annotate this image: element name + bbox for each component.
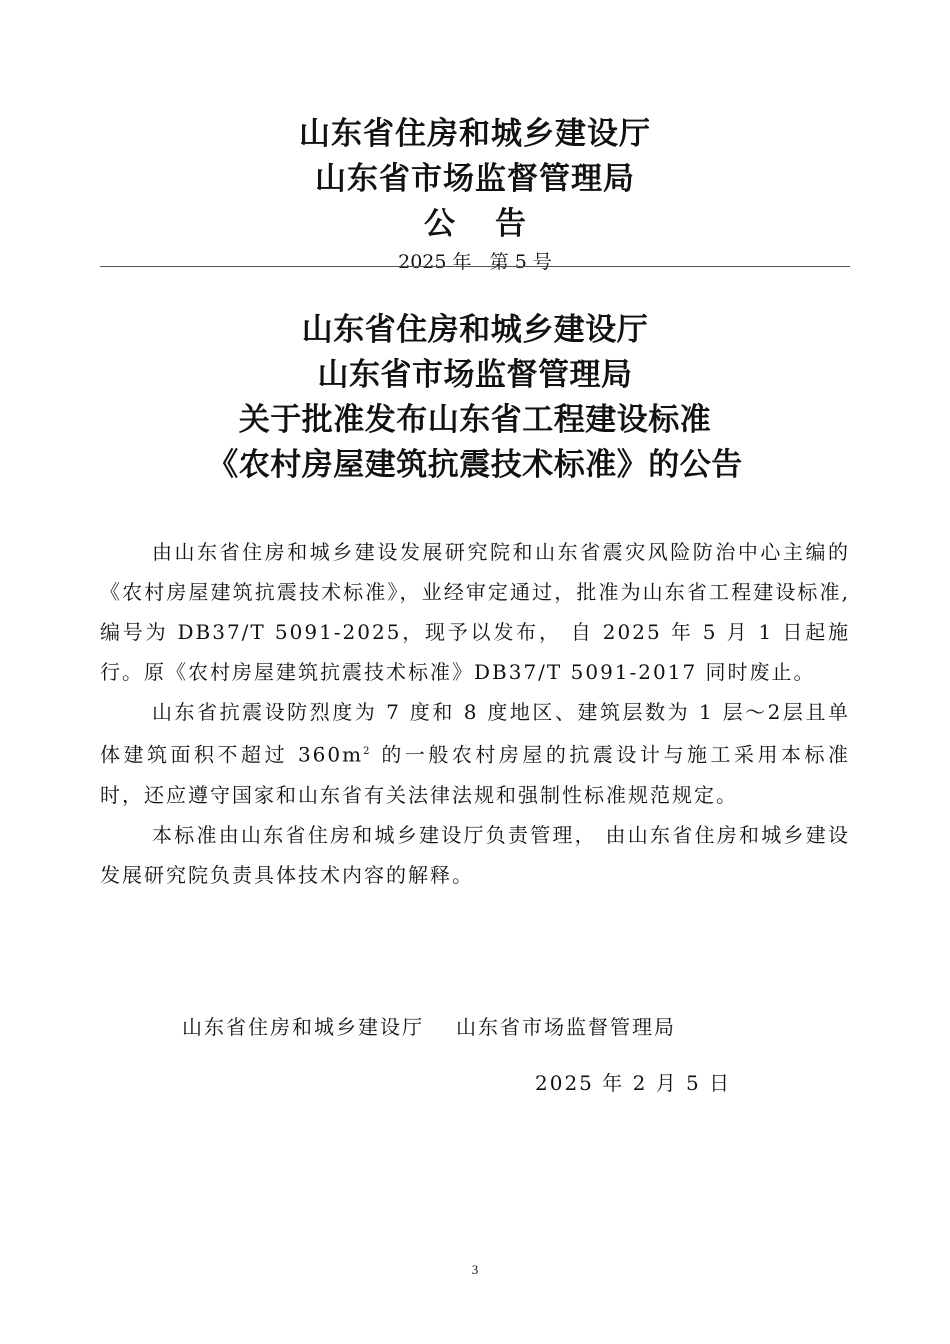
notice-heading xyxy=(0,202,950,247)
title-line: 山东省市场监督管理局 xyxy=(317,357,633,393)
header-divider xyxy=(100,266,850,267)
issuer-name: 山东省住房和城乡建设厅 xyxy=(299,116,651,152)
signature-orgs xyxy=(182,1012,676,1042)
signature-org: 山东省住房和城乡建设厅 xyxy=(182,1015,424,1039)
issue-number xyxy=(0,249,950,275)
document-header xyxy=(0,112,950,275)
notice-body xyxy=(100,532,850,895)
issue-year: 2025 xyxy=(398,251,447,273)
signature-date: 2025 年 2 月 5 日 xyxy=(535,1071,732,1095)
issue-year-unit: 年 xyxy=(452,251,472,273)
notice-char: 公 xyxy=(424,206,455,242)
notice-title xyxy=(0,308,950,488)
notice-char: 告 xyxy=(495,206,526,242)
paragraph-text: 山东省抗震设防烈度为 7 度和 8 度地区、建筑层数为 1 层～2层且单体建筑面积不超过 360m xyxy=(100,700,850,767)
paragraph: 本标准由山东省住房和城乡建设厅负责管理， 由山东省住房和城乡建设发展研究院负责具体技术内容的解释。 xyxy=(100,822,850,887)
superscript: 2 xyxy=(363,746,372,757)
paragraph: 由山东省住房和城乡建设发展研究院和山东省震灾风险防治中心主编的《农村房屋建筑抗震技术标准》，业经审定通过，批准为山东省工程建设标准,编号为 DB37/T 5091-2025，现予以发布， 自 2025 年 5 月 1 日起施行。原《农村房屋建筑抗震技术标准》DB37/T 5091-2017 同时废止。 xyxy=(100,540,850,684)
issue-no: 5 xyxy=(514,251,527,273)
page-number: 3 xyxy=(471,1262,479,1277)
signature-org: 山东省市场监督管理局 xyxy=(456,1015,676,1039)
issue-prefix: 第 xyxy=(489,251,509,273)
title-line: 关于批准发布山东省工程建设标准 xyxy=(238,402,712,438)
title-line: 山东省住房和城乡建设厅 xyxy=(301,312,649,348)
issuer-name: 山东省市场监督管理局 xyxy=(315,161,635,197)
paragraph xyxy=(100,692,850,815)
issue-suffix: 号 xyxy=(532,251,552,273)
paragraph-text: 的一般农村房屋的抗震设计与施工采用本标准时，还应遵守国家和山东省有关法律法规和强制性标准规范规定。 xyxy=(100,742,851,807)
title-line: 《农村房屋建筑抗震技术标准》的公告 xyxy=(207,447,743,483)
